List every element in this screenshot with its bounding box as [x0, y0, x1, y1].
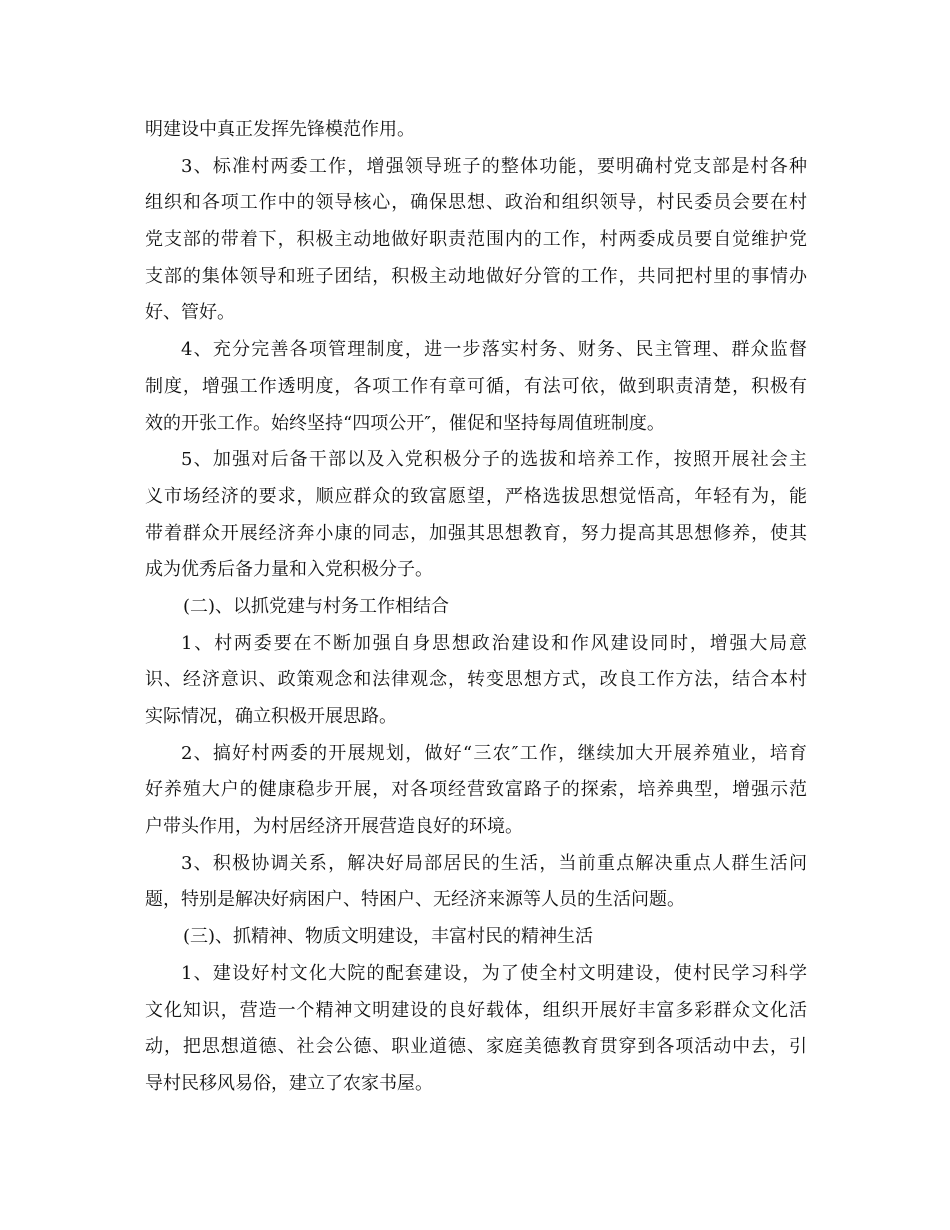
text-line: 党支部的带着下，积极主动地做好职责范围内的工作，村两委成员要自觉维护党: [145, 229, 807, 251]
paragraph-item-3: 3、积极协调关系，解决好局部居民的生活，当前重点解决重点人群生活问: [181, 852, 807, 874]
paragraph-item-2: 2、搞好村两委的开展规划，做好“三农″工作，继续加大开展养殖业，培育: [181, 742, 807, 764]
text-line: 带着群众开展经济奔小康的同志，加强其思想教育，努力提高其思想修养，使其: [145, 522, 807, 544]
text-line: 支部的集体领导和班子团结，积极主动地做好分管的工作，共同把村里的事情办: [145, 265, 807, 287]
paragraph-item-1: 1、村两委要在不断加强自身思想政治建设和作风建设同时，增强大局意: [181, 632, 807, 654]
paragraph-item-1: 1、建设好村文化大院的配套建设，为了使全村文明建设，使村民学习科学: [181, 962, 807, 984]
text-line: 成为优秀后备力量和入党积极分子。: [145, 559, 433, 581]
text-line: 制度，增强工作透明度，各项工作有章可循，有法可依，做到职责清楚，积极有: [145, 375, 807, 397]
text-line: 动，把思想道德、社会公德、职业道德、家庭美德教育贯穿到各项活动中去，引: [145, 1036, 807, 1058]
text-line: 导村民移风易俗，建立了农家书屋。: [145, 1072, 433, 1094]
paragraph-item-5: 5、加强对后备干部以及入党积极分子的选拔和培养工作，按照开展社会主: [181, 449, 807, 471]
text-line: 题，特别是解决好病困户、特困户、无经济来源等人员的生活问题。: [145, 889, 685, 911]
document-body: [145, 112, 807, 1103]
section-heading-2: (二)、以抓党建与村务工作相结合: [183, 595, 450, 617]
text-line: 文化知识，营造一个精神文明建设的良好载体，组织开展好丰富多彩群众文化活: [145, 999, 807, 1021]
text-line: 好养殖大户的健康稳步开展，对各项经营致富路子的探索，培养典型，增强示范: [145, 779, 807, 801]
text-line: 实际情况，确立积极开展思路。: [145, 706, 397, 727]
section-heading-3: (三)、抓精神、物质文明建设，丰富村民的精神生活: [183, 926, 594, 948]
text-line: 组织和各项工作中的领导核心，确保思想、政治和组织领导，村民委员会要在村: [145, 192, 807, 214]
paragraph-item-3: 3、标准村两委工作，增强领导班子的整体功能，要明确村党支部是村各种: [181, 155, 807, 177]
paragraph-item-4: 4、充分完善各项管理制度，进一步落实村务、财务、民主管理、群众监督: [181, 339, 807, 361]
text-line: 识、经济意识、政策观念和法律观念，转变思想方式，改良工作方法，结合本村: [145, 669, 807, 691]
text-line: 好、管好。: [145, 302, 235, 324]
text-line: 义市场经济的要求，顺应群众的致富愿望，严格选拔思想觉悟高，年轻有为，能: [145, 485, 807, 507]
text-line: 户带头作用，为村居经济开展营造良好的环境。: [145, 816, 523, 838]
text-line: 效的开张工作。始终坚持“四项公开″，催促和坚持每周值班制度。: [145, 412, 665, 434]
text-line: 明建设中真正发挥先锋模范作用。: [145, 119, 415, 140]
